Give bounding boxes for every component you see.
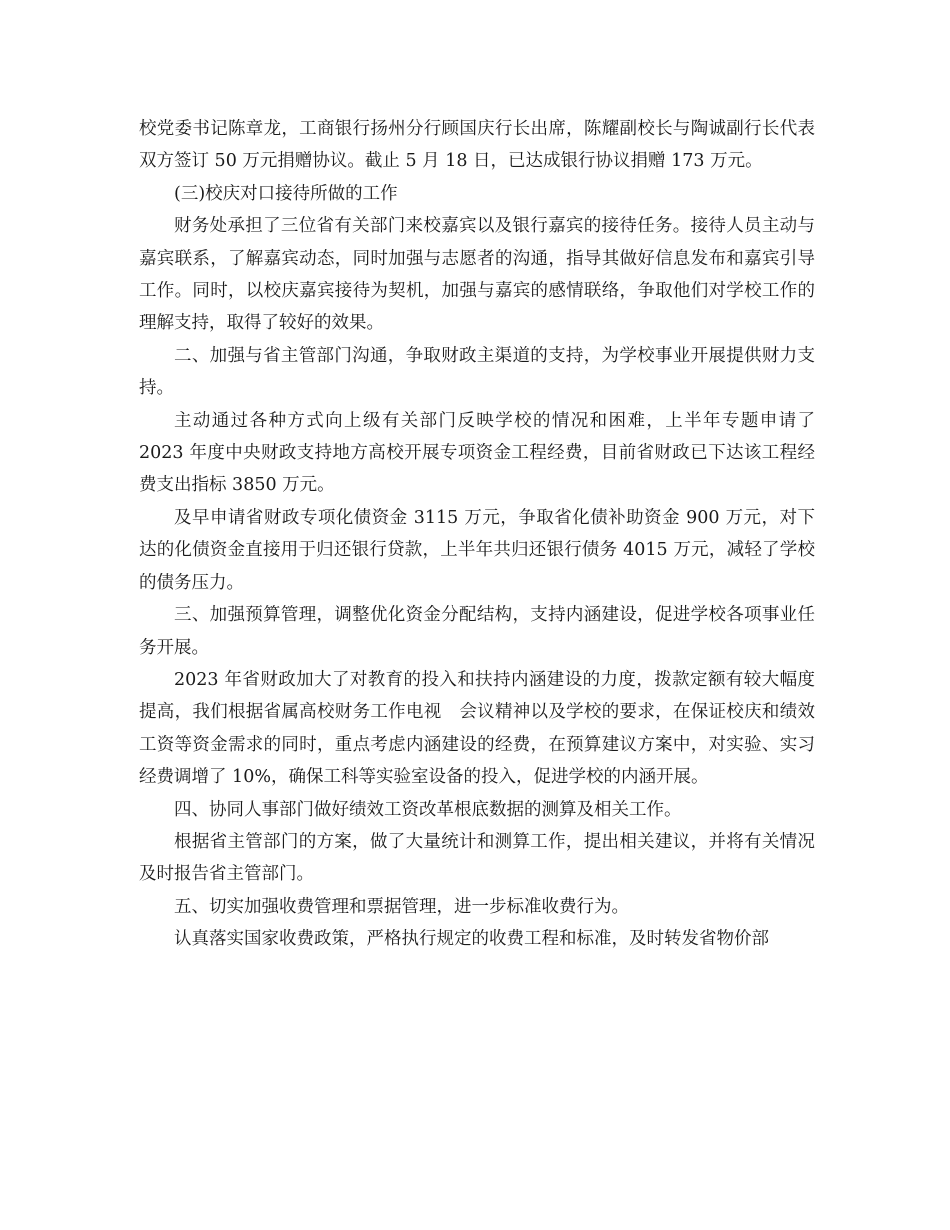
paragraph-reception-tasks: 财务处承担了三位省有关部门来校嘉宾以及银行嘉宾的接待任务。接待人员主动与嘉宾联系，了解嘉宾动态，同时加强与志愿者的沟通，指导其做好信息发布和嘉宾引导工作。同时，以校庆嘉宾接待为契机，加强与嘉宾的感情联络，争取他们对学校工作的理解支持，取得了较好的效果。 — [139, 216, 815, 334]
paragraph-fee-policy: 认真落实国家收费政策，严格执行规定的收费工程和标准，及时转发省物价部 — [174, 929, 769, 950]
section-heading-four: 四、协同人事部门做好绩效工资改革根底数据的测算及相关工作。 — [174, 799, 682, 820]
paragraph-budget-2023: 2023 年省财政加大了对教育的投入和扶持内涵建设的力度，拨款定额有较大幅度提高，我们根据省属高校财务工作电视 会议精神以及学校的要求，在保证校庆和绩效工资等资金需求的同时，重点考虑内涵建设的经费，在预算建议方案中，对实验、实习经费调增了 10%，确保工科等实验室设备的投入，促进学校的内涵开展。 — [139, 669, 815, 788]
section-heading-reception-work: (三)校庆对口接待所做的工作 — [174, 183, 398, 204]
paragraph-signing-agreement: 校党委书记陈章龙，工商银行扬州分行顾国庆行长出席，陈耀副校长与陶诚副行长代表双方签订 50 万元捐赠协议。截止 5 月 18 日，已达成银行协议捐赠 173 万元。 — [139, 119, 815, 172]
document-body — [139, 113, 815, 956]
section-heading-three: 三、加强预算管理，调整优化资金分配结构，支持内涵建设，促进学校各项事业任务开展。 — [139, 605, 815, 658]
section-heading-two: 二、加强与省主管部门沟通，争取财政主渠道的支持，为学校事业开展提供财力支持。 — [139, 345, 815, 399]
paragraph-debt-relief: 及早申请省财政专项化债资金 3115 万元，争取省化债补助资金 900 万元，对下达的化债资金直接用于归还银行贷款，上半年共归还银行债务 4015 万元，减轻了学校的债务压力。 — [139, 507, 815, 593]
paragraph-central-funding: 主动通过各种方式向上级有关部门反映学校的情况和困难，上半年专题申请了 2023 年度中央财政支持地方高校开展专项资金工程经费，目前省财政已下达该工程经费支出指标 3850 万元。 — [139, 410, 815, 496]
paragraph-statistics: 根据省主管部门的方案，做了大量统计和测算工作，提出相关建议，并将有关情况及时报告省主管部门。 — [139, 831, 815, 885]
section-heading-five: 五、切实加强收费管理和票据管理，进一步标准收费行为。 — [174, 896, 629, 917]
